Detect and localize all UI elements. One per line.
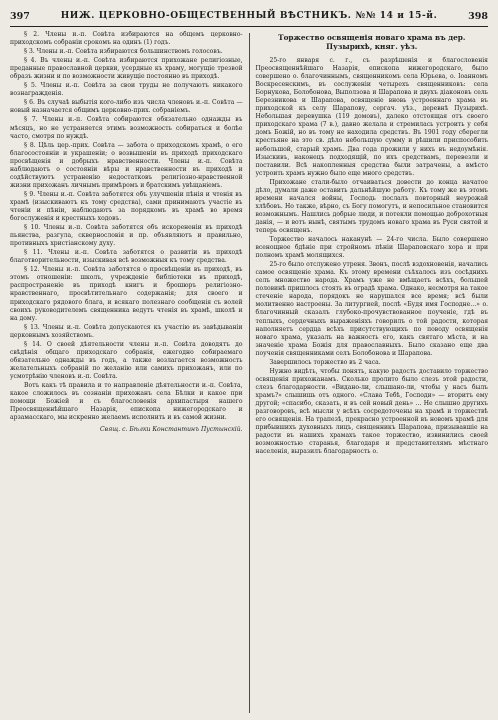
left-paragraph: § 4. Въ члены и.-п. Совѣта избираются прихожане религіозные, преданные православной церкви, усердные къ храму, могущіе трезвой образъ жизни и по возможности живущіе постоянно въ приходѣ.: [10, 57, 243, 81]
article-paragraph: Торжество началось наканунѣ — 24-го числа. Было совершено всенощное бдѣніе при стройномъ пѣніи Шараповскаго хора и при полномъ храмѣ молящихся.: [255, 236, 489, 260]
left-paragraph: § 13. Члены и.-п. Совѣта допускаются къ участію въ завѣдываніи церковнымъ хозяйствомъ.: [10, 323, 243, 339]
article-body: [256, 57, 489, 456]
left-paragraph: § 8. Цѣль цер.-прих. Совѣта — забота о приходскомъ храмѣ, о его благосостояніи и украшеніи; о возвышеніи въ приходѣ приходскаго просвѣщенія и добрыхъ нравственности. Члены и.-п. Совѣта наблюдаютъ о состояніи вѣры и нравственности въ приходѣ и содѣйствуютъ устраненію недостатковъ религіозно-нравственной жизни прихожанъ личнымъ примѣромъ и братскимъ увѣщаніемъ.: [10, 141, 243, 189]
article-paragraph: Нужно видѣть, чтобы понять, какую радость доставило торжество освященія прихожанамъ. Сколько пролито было слезъ этой радости, слезъ благодарности. «Видано-ли, слышано-ли, чтобы у насъ былъ храмъ?» слышишь отъ одного. «Слава Тебѣ, Господи» — вторитъ ему другой; «спасибо, сказать, и въ сей новый день» … Не слышно другихъ разговоровъ, всѣ мысли у всѣхъ сосредоточены на храмѣ и торжествѣ его освященія. На трапезѣ, прекрасно устроенной въ новомъ храмѣ для прибывшихъ духовныхъ лицъ, священникъ Шарапова, призывавшіе на радости въ нашихъ храмахъ такое торжество, извинились своей возможностью старанья, благодаря и представителямъ мѣстнаго населенія, выразилъ благодарность о.: [255, 367, 489, 456]
left-paragraph: § 12. Члены и.-п. Совѣта заботятся о просвѣщеніи въ приходѣ, въ этомъ отношеніи: школъ, учрежденіе библіотеки въ приходѣ, распространеніе въ приходѣ книгъ и брошюръ религіозно-нравственнаго, просвѣтительнаго содержанія; для своего и приходскаго рядового блага, и всякаго полезнаго сообщенія съ волей своихъ руководителемъ священника ведутъ чтенія въ храмѣ, школѣ и на дому.: [10, 266, 243, 322]
left-paragraph: § 5. Члены и.-п. Совѣта за свои труды не получаютъ никакого вознагражденія.: [10, 82, 243, 98]
journal-title: НИЖ. ЦЕРКОВНО-ОБЩЕСТВЕННЫЙ ВѢСТНИКЪ. №№ 14 и 15-й.: [60, 11, 438, 21]
left-paragraph: § 14. О своей дѣятельности члены и.-п. Совѣта доводятъ до свѣдѣнія общаго приходскаго собранія, ежегодно собираемаго обязательно однажды въ годъ, а также возлагается возможность желательныхъ собраній по желанію или самихъ прихожанъ, или по усмотрѣнію членовъ и.-п. Совѣта.: [10, 340, 243, 380]
article-title: Торжество освященія новаго храма въ дер. Пузырихѣ, княг. уѣз.: [278, 33, 466, 51]
left-paragraph: § 2. Члены и.-п. Совѣта избираются на общемъ церковно-приходскомъ собраніи срокомъ на одинъ (1) годъ.: [10, 31, 243, 47]
left-paragraph: § 11. Члены и.-п. Совѣта заботятся о развитіи въ приходѣ благотворительности, изыскивая всѣ возможныя къ тому средства.: [10, 249, 243, 265]
left-paragraph: § 10. Члены и.-п. Совѣта заботятся объ искорененіи въ приходѣ пьянства, разгула, сквернословія и пр. объявляютъ и правильно, противныхъ христіанскому духу.: [10, 224, 243, 248]
left-paragraph: Вотъ какъ тѣ правила и то направленіе дѣятельности и.-п. Совѣта, какое сложилось въ сознаніи прихожанъ села Бѣлки и какое при помощи Божіей и съ благословенія архипастыря нашего Преосвященнѣйшаго Назарія, епископа нижегородскаго и арзамасскаго, мы искренно желаемъ исполнить и въ самой жизни.: [10, 381, 243, 422]
left-column: [10, 31, 249, 713]
page-number-right: 398: [468, 10, 488, 22]
left-paragraph: § 6. Въ случаѣ выбытія кого-либо изъ числа членовъ и.-п. Совѣта — новый назначается общимъ церковно-прих. собраніемъ.: [10, 99, 243, 115]
article-paragraph: 25-го января с. г., съ разрѣшенія и благословенія Преосвященнѣйшаго Назарія, епископа нижегородскаго, было совершено о. благочиннымъ, священникомъ села Юрьева, о. Іоанномъ Воскресенскимъ, въ сослуженіи четырехъ священниковъ: села Борнукова, Болобонова, Выползова и Шарапова и двухъ діаконовъ сель Березникова и Шарапова, освященіе вновь устроеннаго храма въ приходской къ селу Шарапову, сергач. уѣз., деревнѣ Пузырихѣ. Небольшая деревушка (119 домовъ), далеко отстоящая отъ своего приходскаго храма (7 в.), давно желала и стремилась устроить у себя домъ Божій, но въ тому не находила средствъ. Въ 1901 году сберегли крестьяне на это св. дѣло небольшую сумму и рѣшили приспособить небольшой, старый храмъ. Два года прожили у нихъ въ недоумѣнія. Изыскивъ, наконецъ подходящій, по ихъ средствамъ, перевезли и поставили. Всѣ накопленныя средства были затрачены, а вмѣсто устроить храмъ нужно было еще много средствъ.: [255, 57, 489, 177]
right-column: [250, 31, 489, 713]
text-columns: [10, 31, 488, 713]
page-number-left: 397: [10, 10, 30, 22]
article-paragraph: Завершилось торжество въ 2 часа.: [269, 358, 381, 366]
left-paragraph: § 9. Члены и.-п. Совѣта заботятся объ улучшеніи пѣнія и чтенія въ храмѣ (изыскиваютъ къ тому средства), сами принимаютъ участіе въ чтеніи и пѣніи, наблюдаютъ за порядкомъ въ храмѣ во время богослуженія и крестныхъ ходовъ.: [10, 190, 243, 223]
left-paragraph: § 7. Члены и.-п. Совѣта собираются обязательно однажды въ мѣсяцъ, но не устраняется этимъ возможность собираться и болѣе часто, смотря по нуждѣ.: [10, 116, 243, 140]
page-header: [10, 8, 488, 27]
article-paragraph: Прихожане стали-было отчаиваться довести до конца начатое дѣло, думали даже оставить дальнѣйшую работу. Къ тому же въ этомъ времени начался войны, Господь послалъ повторный неурожай хлѣбовъ. Но также, вѣрно, съ Богу помогутъ, и непосильное становится возможнымъ. Нашлись добрые люди, и потекли помощью доброхотныя данія, — и вотъ нынѣ, святымъ трудомъ новаго храма въ Руси святой и теперь освященъ.: [255, 178, 489, 234]
left-paragraph: § 3. Члены и.-п. Совѣта избираются большинствомъ голосовъ.: [24, 48, 223, 56]
article-paragraph: 25-го было отслужено утреня. Звонъ, послѣ вздохновенія, начались самое освященіе храма. Къ этому времени съѣхалось изъ сосѣднихъ селъ множество народа. Храмъ уже не вмѣщаетъ всѣхъ, большей половинѣ пришлось стоять въ оградѣ храма. Однако, несмотря на такое стеченіе народа, порядокъ не нарушался все время; всѣ были молитвенно настроены. За литургией, послѣ «Будя имя Господне…» о. благочинный сказалъ глубоко-прочувствованное поученіе, гдѣ въ теплыхъ, сердечныхъ выраженіяхъ говорилъ о той радости, которая наполняетъ сердца всѣхъ присутствующихъ по поводу освященія новаго храма, указалъ на важность его, какъ святаго мѣста, и на значеніе храма Божія для православныхъ. Было сказано еще два поученія священниками селъ Болобонова и Шарапова.: [255, 261, 489, 357]
author-signature: Свящ. с. Бѣлки Константинъ Пустынскій.: [100, 426, 243, 434]
